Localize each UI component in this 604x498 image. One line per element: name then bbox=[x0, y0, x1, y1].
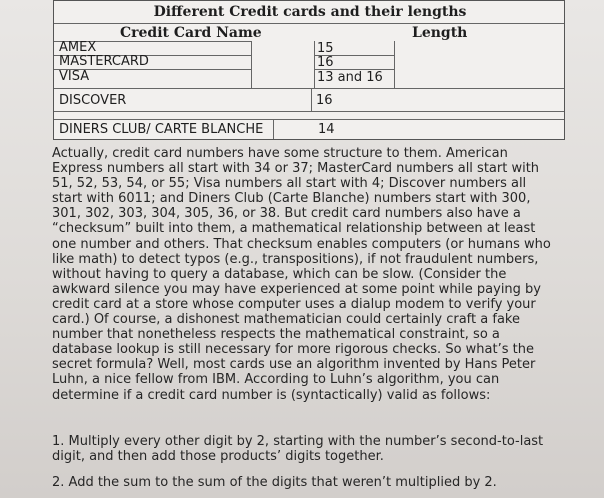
card-length-cell: 13 and 16 bbox=[317, 70, 383, 85]
table-rule bbox=[54, 119, 564, 120]
column-header-name: Credit Card Name bbox=[120, 25, 262, 41]
table-rule bbox=[314, 41, 315, 88]
luhn-explanation-paragraph: Actually, credit card numbers have some structure to them. American Express numbers all start with 34 or 37; MasterCard numbers all start with 51, 52, 53, 54, or 55; Visa numbers all start with 4; Discover numbers all start with 6011; and Diners Club (Carte Blanche) numbers start with 300, 301, 302, 303, 304, 305, 36, or 38. But credit card numbers also have a “checksum” built into them, a mathematical relationship between at least one number and others. That checksum enables computers (or humans who like math) to detect typos (e.g., transpositions), if not fraudulent numbers, without having to query a database, which can be slow. (Consider the awkward silence you may have experienced at some point while paying by credit card at a store whose computer uses a dialup modem to verify your card.) Of course, a dishonest mathematician could certainly craft a fake number that nonetheless respects the mathematical constraint, so a database lookup is still necessary for more rigorous checks. So what’s the secret formula? Well, most cards use an algorithm invented by Hans Peter Luhn, a nice fellow from IBM. According to Luhn’s algorithm, you can determine if a credit card number is (syntactically) valid as follows: bbox=[52, 146, 551, 403]
table-rule bbox=[311, 89, 312, 111]
card-length-cell: 16 bbox=[316, 93, 333, 108]
card-length-cell: 15 bbox=[317, 41, 334, 56]
algorithm-step-1: 1. Multiply every other digit by 2, starting with the number’s second-to-last digit, and then add those products’ digits together. bbox=[52, 434, 544, 465]
algorithm-step-2: 2. Add the sum to the sum of the digits that weren’t multiplied by 2. bbox=[52, 475, 497, 490]
card-name-cell: DISCOVER bbox=[59, 93, 127, 108]
credit-card-lengths-table bbox=[53, 0, 565, 140]
card-name-cell: VISA bbox=[59, 69, 90, 84]
table-rule bbox=[394, 41, 395, 88]
table-rule bbox=[54, 23, 564, 24]
column-header-length: Length bbox=[412, 25, 468, 41]
table-title: Different Credit cards and their lengths bbox=[153, 4, 467, 20]
card-name-cell: MASTERCARD bbox=[59, 54, 149, 69]
card-name-cell: AMEX bbox=[59, 40, 97, 55]
table-rule bbox=[54, 88, 564, 89]
table-rule bbox=[251, 41, 252, 88]
card-length-cell: 14 bbox=[318, 122, 335, 137]
table-rule bbox=[54, 111, 564, 112]
table-rule bbox=[273, 119, 274, 139]
card-name-cell: DINERS CLUB/ CARTE BLANCHE bbox=[59, 122, 264, 137]
card-length-cell: 16 bbox=[317, 55, 334, 70]
